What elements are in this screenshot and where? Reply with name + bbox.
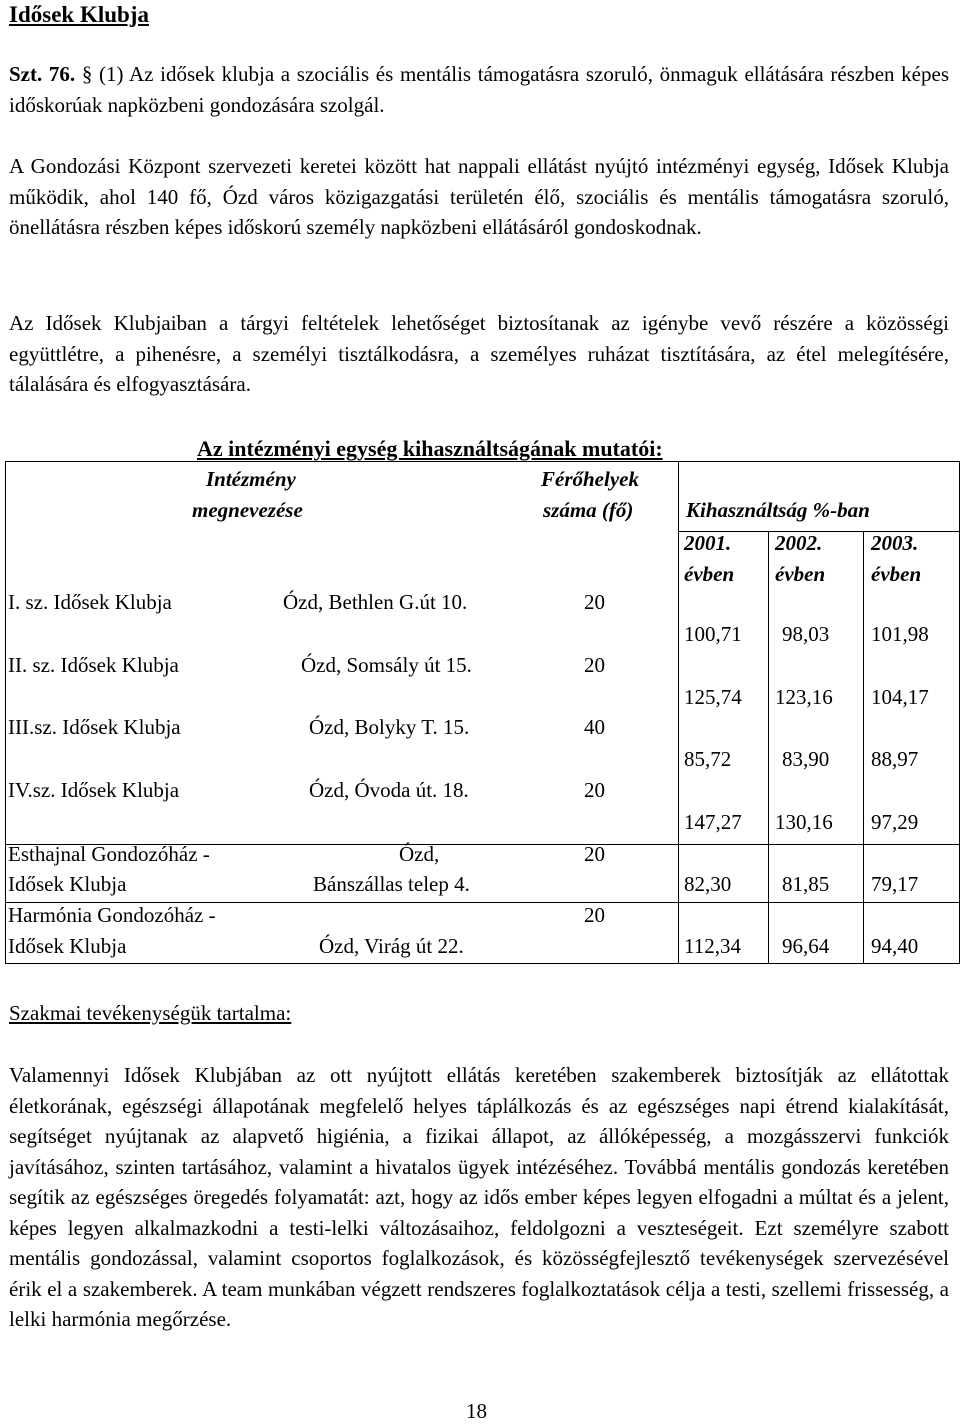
- header-capacity-line1: Férőhelyek: [541, 467, 639, 491]
- table-row-name: III.sz. Idősek Klubja: [8, 715, 181, 739]
- paragraph-organization: A Gondozási Központ szervezeti keretei között hat nappali ellátást nyújtó intézményi egység, Idősek Klubja működik, ahol 140 fő, Ózd város közigazgatási területén élő, szociális és mentális támogatásra szoruló, önellátásra részben képes időskorú személy napközbeni ellátásáról gondoskodnak.: [9, 154, 949, 239]
- paragraph-legal-reference: [9, 59, 949, 120]
- table-row-capacity: 20: [584, 653, 605, 677]
- header-capacity-line2: száma (fő): [543, 498, 634, 522]
- table-row-2003: 101,98: [871, 622, 929, 646]
- table-row-capacity: 20: [584, 778, 605, 802]
- paragraph-facilities: Az Idősek Klubjaiban a tárgyi feltételek lehetőséget biztosítanak az igénybe vevő részére a közösségi együttlétre, a pihenésre, a személyi tisztálkodásra, a személyes ruházat tisztítására, az étel melegítésére, tálalására és elfogyasztására.: [9, 311, 949, 396]
- table-border-bottom: [5, 963, 960, 964]
- utilization-table: [5, 461, 960, 964]
- header-year-2001-suffix: évben: [684, 562, 735, 586]
- table-row-name: Esthajnal Gondozóház -: [8, 842, 210, 866]
- paragraph-professional-activities: Valamennyi Idősek Klubjában az ott nyújtott ellátás keretében szakemberek biztosítják az ellátottak életkorának, egészségi állapotának megfelelő helyes táplálkozás és az egészséges napi étrend kialakítását, segítséget nyújtanak az alapvető higiénia, a fizikai állapot, az állóképesség, a mozgásszervi funkciók javításához, szinten tartásához, valamint a hivatalos ügyek intézéséhez. Továbbá mentális gondozás keretében segítik az egészséges öregedés folyamatát: azt, hogy az idős ember képes legyen elfogadni a múltat és a jelent, képes legyen alkalmazkodni a testi-lelki változásaihoz, feldolgozni a veszteségeit. Ezt személyre szabott mentális gondozással, valamint csoportos foglalkozások, és közösségfejlesztő tevékenységek szervezésével érik el a szakemberek. A team munkában végzett rendszeres foglalkoztatások célja a testi, szellemi frissesség, a lelki harmónia megőrzése.: [9, 1063, 949, 1331]
- table-row-address: Ózd, Bethlen G.út 10.: [283, 590, 468, 614]
- table-row-name-line2: Idősek Klubja: [8, 872, 127, 896]
- table-col-divider: [678, 461, 679, 964]
- table-row-2001: 112,34: [684, 934, 741, 958]
- table-row-name: II. sz. Idősek Klubja: [8, 653, 179, 677]
- table-row-capacity: 20: [584, 903, 605, 927]
- table-row-2001: 85,72: [684, 747, 732, 771]
- table-row-name-line2: Idősek Klubja: [8, 934, 127, 958]
- table-title: Az intézményi egység kihasználtságának mutatói:: [197, 436, 663, 461]
- table-row-capacity: 40: [584, 715, 605, 739]
- table-row-2002: 96,64: [782, 934, 830, 958]
- header-year-2003: 2003.: [871, 531, 919, 555]
- table-row-2003: 88,97: [871, 747, 919, 771]
- table-row-capacity: 20: [584, 590, 605, 614]
- header-year-2001: 2001.: [684, 531, 732, 555]
- table-row-2003: 79,17: [871, 872, 919, 896]
- table-row-address: Ózd, Óvoda út. 18.: [309, 778, 469, 802]
- table-border-left: [5, 461, 6, 964]
- table-col-divider: [863, 531, 864, 964]
- table-border-top: [5, 461, 960, 462]
- table-row-name: I. sz. Idősek Klubja: [8, 590, 172, 614]
- header-institution-line2: megnevezése: [192, 498, 303, 522]
- table-row-2001: 125,74: [684, 685, 742, 709]
- header-year-2002: 2002.: [775, 531, 823, 555]
- law-section-reference: Szt. 76.: [9, 62, 76, 86]
- table-row-address-line2: Ózd, Virág út 22.: [319, 934, 464, 958]
- table-row-capacity: 20: [584, 842, 605, 866]
- table-row-2001: 147,27: [684, 810, 742, 834]
- table-row-name: Harmónia Gondozóház -: [8, 903, 216, 927]
- header-year-2003-suffix: évben: [871, 562, 922, 586]
- header-year-2002-suffix: évben: [775, 562, 826, 586]
- table-col-divider: [768, 531, 769, 964]
- table-row-2002: 130,16: [775, 810, 833, 834]
- table-row-address: Ózd,: [399, 842, 440, 866]
- table-row-address: Ózd, Somsály út 15.: [301, 653, 472, 677]
- table-row-2003: 104,17: [871, 685, 929, 709]
- header-institution-line1: Intézmény: [206, 467, 296, 491]
- table-row-2003: 97,29: [871, 810, 919, 834]
- table-row-name: IV.sz. Idősek Klubja: [8, 778, 180, 802]
- page-title: Idősek Klubja: [9, 2, 149, 27]
- table-row-2002: 98,03: [782, 622, 830, 646]
- page-number: 18: [466, 1399, 487, 1423]
- table-row-2002: 81,85: [782, 872, 830, 896]
- table-row-2001: 82,30: [684, 872, 732, 896]
- section-heading: Szakmai tevékenységük tartalma:: [9, 1001, 292, 1025]
- table-row-2001: 100,71: [684, 622, 742, 646]
- table-row-address-line2: Bánszállas telep 4.: [313, 872, 470, 896]
- table-row-2003: 94,40: [871, 934, 919, 958]
- table-row-2002: 123,16: [775, 685, 833, 709]
- header-usage: Kihasználtság %-ban: [686, 498, 870, 522]
- table-row-2002: 83,90: [782, 747, 830, 771]
- paragraph-legal-text: § (1) Az idősek klubja a szociális és mentális támogatásra szoruló, önmaguk ellátására részben képes időskorúak napközbeni gondozására szolgál.: [9, 62, 949, 117]
- table-row-address: Ózd, Bolyky T. 15.: [309, 715, 470, 739]
